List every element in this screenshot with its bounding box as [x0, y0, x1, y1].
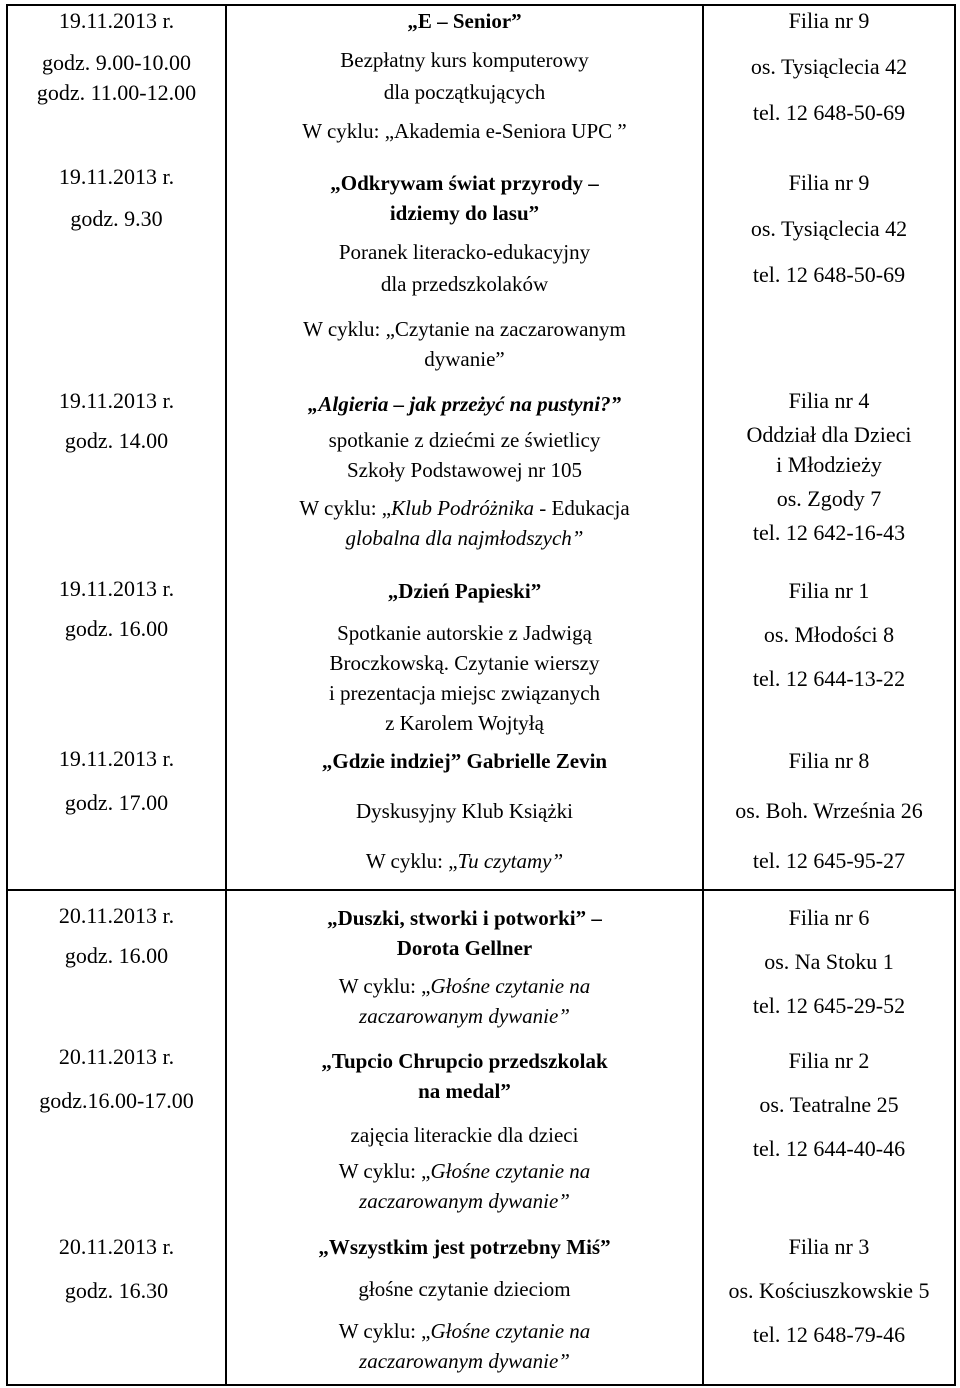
event-title: „Gdzie indziej” Gabrielle Zevin — [321, 749, 608, 773]
event-line: z Karolem Wojtyłą — [385, 711, 544, 735]
event-series: W cyklu: „Głośne czytanie na — [338, 974, 591, 998]
event-series: W cyklu: „Głośne czytanie na — [338, 1159, 591, 1183]
event-title: „Tupcio Chrupcio przedszkolak — [321, 1049, 608, 1073]
event-time: godz. 16.30 — [64, 1278, 169, 1303]
event-location — [704, 386, 954, 548]
event-series: W cyklu: „Akademia e-Seniora UPC ” — [302, 119, 627, 143]
event-series: zaczarowanym dywanie” — [359, 1004, 570, 1028]
event-series: W cyklu: „Tu czytamy” — [365, 849, 564, 873]
event-line: dla przedszkolaków — [380, 272, 549, 296]
event-description — [227, 389, 702, 553]
event-time: godz. 16.00 — [64, 616, 169, 641]
event-title: Dorota Gellner — [396, 936, 533, 960]
event-line: Dyskusyjny Klub Książki — [356, 799, 573, 823]
event-line: Broczkowską. Czytanie wierszy — [329, 651, 600, 675]
event-line: głośne czytanie dzieciom — [358, 1277, 571, 1301]
branch-address: os. Boh. Września 26 — [735, 798, 923, 823]
branch-phone: tel. 12 642-16-43 — [752, 520, 906, 545]
event-line: i prezentacja miejsc związanych — [328, 681, 601, 705]
event-date: 19.11.2013 r. — [58, 8, 175, 33]
table-row — [8, 1042, 225, 1116]
branch-name: Filia nr 6 — [788, 905, 870, 930]
event-description — [227, 168, 702, 374]
event-date: 19.11.2013 r. — [58, 388, 175, 413]
event-location — [704, 1232, 954, 1350]
event-description — [227, 6, 702, 146]
event-description — [227, 1232, 702, 1376]
event-time: godz. 17.00 — [64, 790, 169, 815]
event-time: godz.16.00-17.00 — [39, 1088, 194, 1113]
branch-name: Filia nr 8 — [788, 748, 870, 773]
branch-phone: tel. 12 648-50-69 — [752, 100, 906, 125]
event-location — [704, 168, 954, 290]
event-date: 19.11.2013 r. — [58, 576, 175, 601]
event-series: dywanie” — [424, 347, 505, 371]
event-description — [227, 576, 702, 738]
event-location — [704, 576, 954, 694]
branch-phone: tel. 12 644-40-46 — [752, 1136, 906, 1161]
event-date: 20.11.2013 r. — [58, 903, 175, 928]
event-location — [704, 746, 954, 876]
branch-address: os. Teatralne 25 — [759, 1092, 899, 1117]
event-line: Szkoły Podstawowej nr 105 — [346, 458, 583, 482]
branch-name: Filia nr 4 — [788, 388, 870, 413]
branch-address: os. Tysiąclecia 42 — [750, 54, 908, 79]
branch-name: Filia nr 9 — [788, 8, 870, 33]
event-date: 20.11.2013 r. — [58, 1234, 175, 1259]
event-time: godz. 14.00 — [64, 428, 169, 453]
event-description — [227, 1046, 702, 1216]
table-row — [8, 901, 225, 971]
event-time: godz. 11.00-12.00 — [36, 80, 197, 105]
event-title: idziemy do lasu” — [389, 201, 540, 225]
branch-name: Filia nr 1 — [788, 578, 870, 603]
event-description — [227, 903, 702, 1031]
branch-phone: tel. 12 645-29-52 — [752, 993, 906, 1018]
event-series: zaczarowanym dywanie” — [359, 1189, 570, 1213]
branch-address: os. Na Stoku 1 — [764, 949, 894, 974]
event-line: Bezpłatny kurs komputerowy — [340, 48, 589, 72]
branch-department: i Młodzieży — [776, 452, 882, 477]
event-title: „Wszystkim jest potrzebny Miś” — [318, 1235, 611, 1259]
event-series: zaczarowanym dywanie” — [359, 1349, 570, 1373]
event-location — [704, 903, 954, 1021]
branch-address: os. Kościuszkowskie 5 — [728, 1278, 930, 1303]
event-series: W cyklu: „Klub Podróżnika - Edukacja — [299, 496, 630, 520]
table-row — [8, 1232, 225, 1306]
table-row — [8, 744, 225, 818]
branch-phone: tel. 12 645-95-27 — [752, 848, 906, 873]
event-line: zajęcia literackie dla dzieci — [350, 1123, 579, 1147]
event-title: na medal” — [418, 1079, 511, 1103]
event-date: 19.11.2013 r. — [58, 746, 175, 771]
event-description — [227, 746, 702, 876]
row-divider — [6, 889, 956, 891]
table-row — [8, 6, 225, 108]
branch-phone: tel. 12 644-13-22 — [752, 666, 906, 691]
event-location — [704, 1046, 954, 1164]
branch-address: os. Zgody 7 — [776, 486, 882, 511]
branch-phone: tel. 12 648-50-69 — [752, 262, 906, 287]
event-title: „Odkrywam świat przyrody – — [330, 171, 599, 195]
branch-address: os. Młodości 8 — [763, 622, 895, 647]
event-line: Poranek literacko-edukacyjny — [338, 240, 591, 264]
event-line: dla początkujących — [383, 80, 546, 104]
event-time: godz. 9.30 — [70, 206, 163, 231]
event-time: godz. 9.00-10.00 — [41, 50, 192, 75]
event-line: spotkanie z dziećmi ze świetlicy — [328, 428, 601, 452]
branch-name: Filia nr 2 — [788, 1048, 870, 1073]
table-row — [8, 162, 225, 234]
event-title: „Algieria – jak przeżyć na pustyni?” — [307, 392, 622, 416]
branch-name: Filia nr 3 — [788, 1234, 870, 1259]
table-row — [8, 386, 225, 456]
event-series: W cyklu: „Czytanie na zaczarowanym — [303, 317, 626, 341]
branch-department: Oddział dla Dzieci — [746, 422, 912, 447]
table-border-bottom — [6, 1384, 956, 1386]
branch-name: Filia nr 9 — [788, 170, 870, 195]
event-time: godz. 16.00 — [64, 943, 169, 968]
branch-address: os. Tysiąclecia 42 — [750, 216, 908, 241]
event-title: „Duszki, stworki i potworki” – — [327, 906, 602, 930]
event-title: „Dzień Papieski” — [387, 579, 542, 603]
table-border-right — [954, 4, 956, 1385]
event-location — [704, 6, 954, 128]
event-title: „E – Senior” — [407, 9, 522, 33]
event-series: globalna dla najmłodszych” — [345, 526, 584, 550]
event-line: Spotkanie autorskie z Jadwigą — [337, 621, 592, 645]
event-date: 20.11.2013 r. — [58, 1044, 175, 1069]
branch-phone: tel. 12 648-79-46 — [752, 1322, 906, 1347]
event-date: 19.11.2013 r. — [58, 164, 175, 189]
event-series: W cyklu: „Głośne czytanie na — [338, 1319, 591, 1343]
table-row — [8, 574, 225, 644]
